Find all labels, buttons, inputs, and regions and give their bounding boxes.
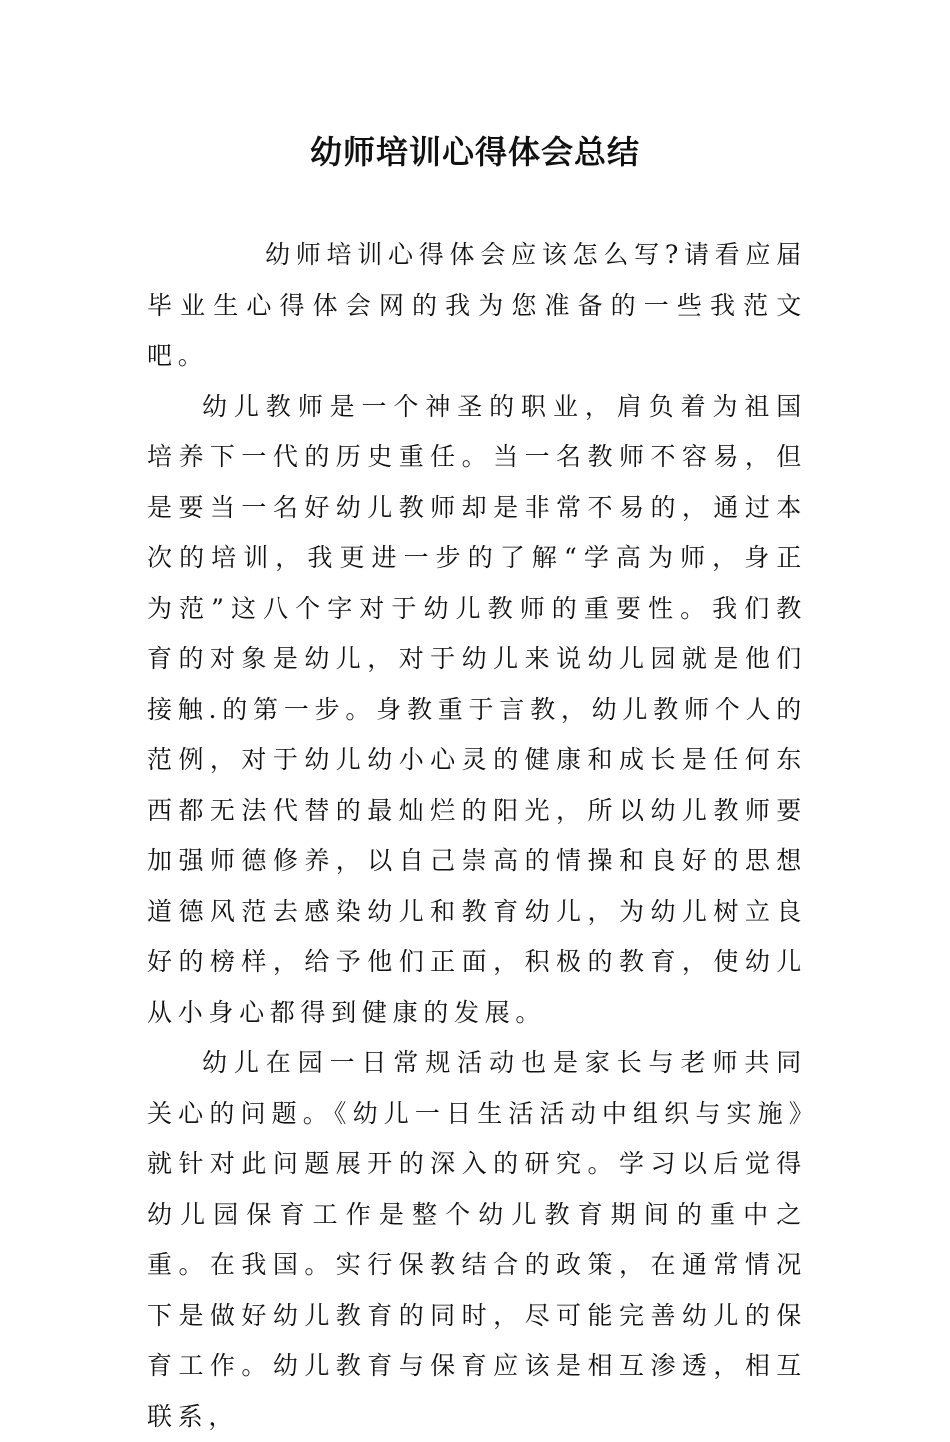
body-paragraph-teacher-role: 幼儿教师是一个神圣的职业，肩负着为祖国培养下一代的历史重任。当一名教师不容易，但是要当一名好幼儿教师却是非常不易的，通过本次的培训，我更进一步的了解“学高为师，身正为范”这八个字对于幼儿教师的重要性。我们教育的对象是幼儿，对于幼儿来说幼儿园就是他们接触.的第一步。身教重于言教，幼儿教师个人的范例，对于幼儿幼小心灵的健康和成长是任何东西都无法代替的最灿烂的阳光，所以幼儿教师要加强师德修养，以自己崇高的情操和良好的思想道德风范去感染幼儿和教育幼儿，为幼儿树立良好的榜样，给予他们正面，积极的教育，使幼儿从小身心都得到健康的发展。 xyxy=(147,391,807,1027)
document-title: 幼师培训心得体会总结 xyxy=(309,133,640,171)
intro-paragraph: 幼师培训心得体会应该怎么写?请看应届毕业生心得体会网的我为您准备的一些我范文吧。 xyxy=(147,240,807,370)
body-paragraph-daily-routine: 幼儿在园一日常规活动也是家长与老师共同关心的问题。《幼儿一日生活活动中组织与实施》就针对此问题展开的深入的研究。学习以后觉得幼儿园保育工作是整个幼儿教育期间的重中之重。在我国。实行保教结合的政策，在通常情况下是做好幼儿教育的同时，尽可能完善幼儿的保育工作。幼儿教育与保育应该是相互渗透，相互联系， xyxy=(147,1048,807,1431)
document-body xyxy=(147,230,807,1442)
